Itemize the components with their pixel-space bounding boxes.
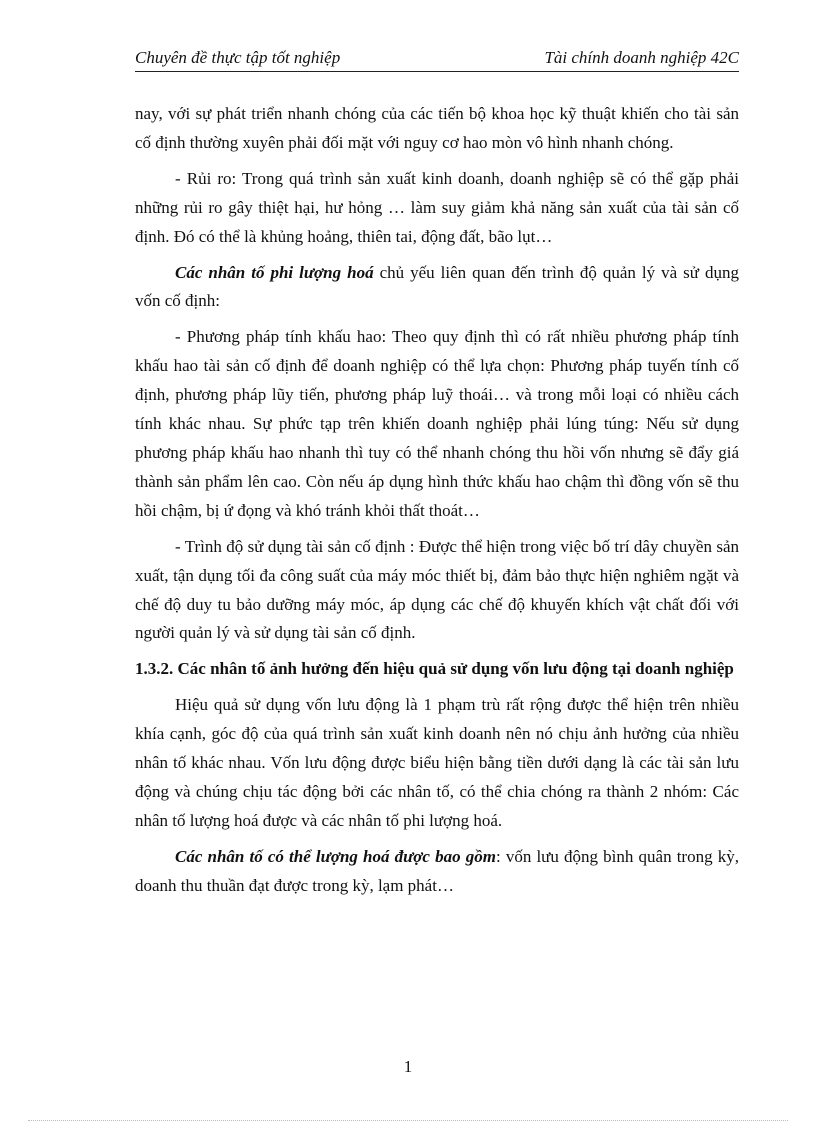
- emphasis-phrase: Các nhân tố có thể lượng hoá được bao gồm: [175, 846, 496, 866]
- page-bottom-divider: [28, 1120, 788, 1121]
- paragraph-6: Hiệu quả sử dụng vốn lưu động là 1 phạm trù rất rộng được thể hiện trên nhiều khía cạnh, góc độ của quá trình sản xuất kinh doanh nên nó chịu ảnh hưởng của nhiều nhân tố khác nhau. Vốn lưu động được biểu hiện bằng tiền dưới dạng là các tài sản lưu động và chúng chịu tác động bởi các nhân tố, có thể chia chóng ra thành 2 nhóm: Các nhân tố lượng hoá được và các nhân tố phi lượng hoá.: [135, 695, 739, 830]
- document-body: [135, 100, 739, 908]
- paragraph-7-text: : vốn lưu động bình quân trong kỳ, doanh thu thuần đạt được trong kỳ, lạm phát…: [135, 846, 739, 895]
- paragraph-7: [135, 843, 739, 901]
- page-header: [135, 48, 739, 72]
- paragraph-3-text: chủ yếu liên quan đến trình độ quản lý và sử dụng vốn cố định:: [135, 262, 739, 311]
- header-left: Chuyên đề thực tập tốt nghiệp: [135, 48, 341, 67]
- paragraph-4: - Phương pháp tính khấu hao: Theo quy định thì có rất nhiều phương pháp tính khấu hao tài sản cố định để doanh nghiệp có thể lựa chọn: Phương pháp tuyến tính cố định, phương pháp lũy tiến, phương pháp luỹ thoái… và trong mỗi loại có nhiều cách tính khác nhau. Sự phức tạp trên khiến doanh nghiệp phải lúng túng: Nếu sử dụng phương pháp khấu hao nhanh thì tuy có thể nhanh chóng thu hồi vốn nhưng sẽ đẩy giá thành sản phẩm lên cao. Còn nếu áp dụng hình thức khấu hao chậm thì đồng vốn sẽ thu hồi chậm, bị ứ đọng và khó tránh khỏi thất thoát…: [135, 327, 739, 520]
- section-heading: 1.3.2. Các nhân tố ảnh hưởng đến hiệu quả sử dụng vốn lưu động tại doanh nghiệp: [135, 659, 734, 679]
- paragraph-5: - Trình độ sử dụng tài sản cố định : Được thể hiện trong việc bố trí dây chuyền sản xuất, tận dụng tối đa công suất của máy móc thiết bị, đảm bảo thực hiện nghiêm ngặt và chế độ duy tu bảo dưỡng máy móc, áp dụng các chế độ khuyến khích vật chất đối với người quản lý và sử dụng tài sản cố định.: [135, 536, 739, 643]
- paragraph-1: nay, với sự phát triển nhanh chóng của các tiến bộ khoa học kỹ thuật khiến cho tài sản cố định thường xuyên phải đối mặt với nguy cơ hao mòn vô hình nhanh chóng.: [135, 104, 739, 152]
- page-number: 1: [403, 1057, 413, 1076]
- header-right: Tài chính doanh nghiệp 42C: [544, 48, 739, 67]
- paragraph-3: [135, 259, 739, 317]
- emphasis-phrase: Các nhân tố phi lượng hoá: [175, 262, 374, 282]
- paragraph-2: - Rủi ro: Trong quá trình sản xuất kinh doanh, doanh nghiệp sẽ có thể gặp phải những rủi ro gây thiệt hại, hư hỏng … làm suy giảm khả năng sản xuất của tài sản cố định. Đó có thể là khủng hoảng, thiên tai, động đất, bão lụt…: [135, 168, 739, 246]
